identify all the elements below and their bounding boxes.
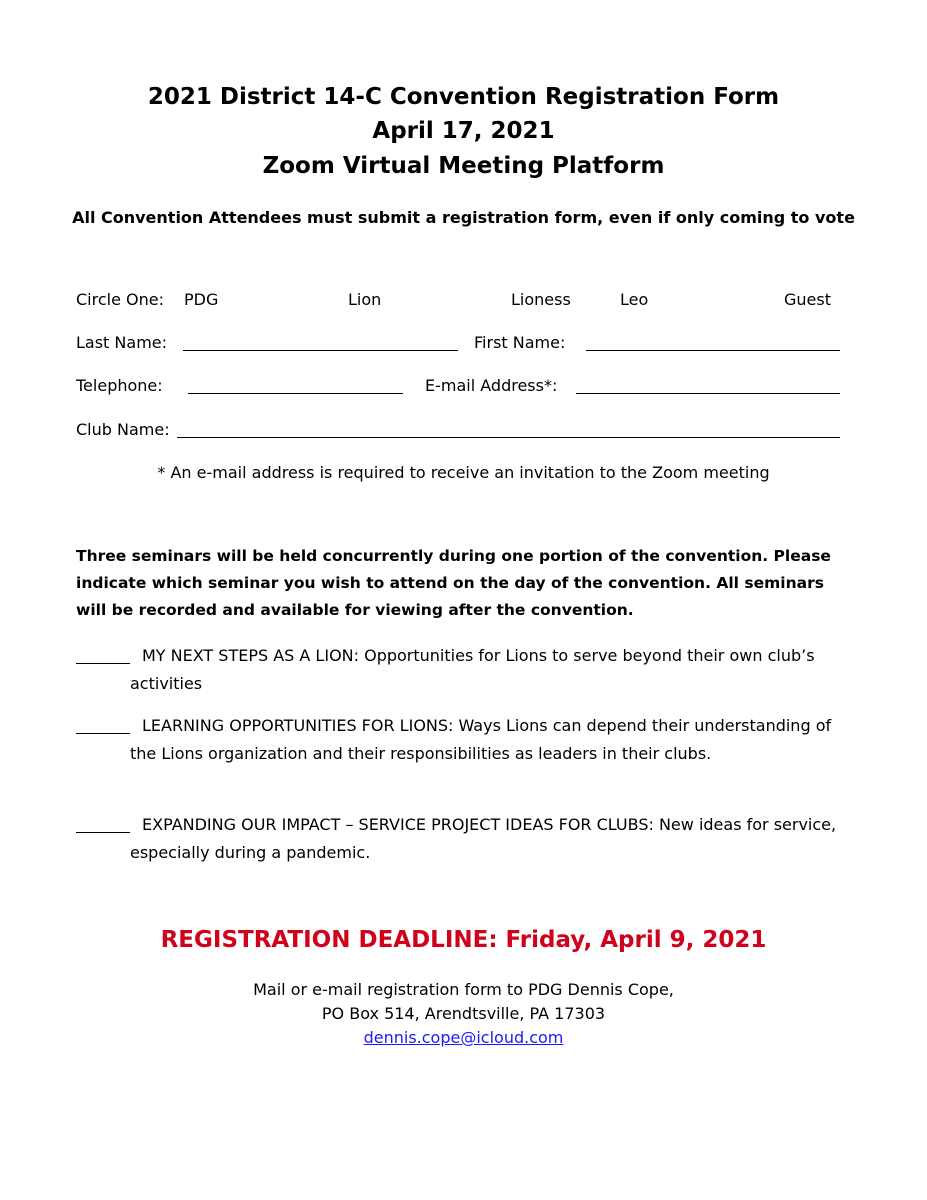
first-name-label: First Name: <box>474 333 566 352</box>
seminar-option <box>76 642 851 697</box>
contact-email-link[interactable]: dennis.cope@icloud.com <box>363 1028 564 1047</box>
club-name-label: Club Name: <box>76 420 170 439</box>
seminar-text: LEARNING OPPORTUNITIES FOR LIONS: Ways Lions can depend their understanding of the Lions organization and their responsibilities as leaders in their clubs. <box>130 716 832 763</box>
option-pdg[interactable]: PDG <box>184 290 219 309</box>
email-field[interactable] <box>576 393 840 394</box>
circle-one-label: Circle One: <box>76 290 164 309</box>
option-lioness[interactable]: Lioness <box>511 290 571 309</box>
seminar-blank-3[interactable] <box>76 811 130 833</box>
seminar-blank-2[interactable] <box>76 712 130 734</box>
option-lion[interactable]: Lion <box>348 290 382 309</box>
event-platform: Zoom Virtual Meeting Platform <box>262 153 665 179</box>
seminar-option <box>76 712 851 767</box>
telephone-field[interactable] <box>188 393 403 394</box>
seminar-blank-1[interactable] <box>76 642 130 664</box>
club-name-field[interactable] <box>177 437 840 438</box>
name-row <box>76 331 841 355</box>
seminar-option <box>76 811 851 866</box>
registration-deadline: REGISTRATION DEADLINE: Friday, April 9, 2021 <box>160 927 767 953</box>
seminar-text: EXPANDING OUR IMPACT – SERVICE PROJECT IDEAS FOR CLUBS: New ideas for service, especially during a pandemic. <box>130 815 837 862</box>
attendee-notice: All Convention Attendees must submit a registration form, even if only coming to vote <box>72 208 855 227</box>
seminar-text: MY NEXT STEPS AS A LION: Opportunities for Lions to serve beyond their own club’s activities <box>130 646 815 693</box>
email-required-note: * An e-mail address is required to receive an invitation to the Zoom meeting <box>157 463 770 482</box>
option-guest[interactable]: Guest <box>784 290 831 309</box>
form-title: 2021 District 14-C Convention Registration Form <box>147 84 780 110</box>
telephone-label: Telephone: <box>76 376 163 395</box>
contact-row <box>76 374 841 398</box>
email-label: E-mail Address*: <box>425 376 558 395</box>
contact-line-1: Mail or e-mail registration form to PDG Dennis Cope, <box>253 980 674 999</box>
event-date: April 17, 2021 <box>372 118 555 144</box>
contact-email-line <box>0 1026 927 1050</box>
first-name-field[interactable] <box>586 350 840 351</box>
contact-address: PO Box 514, Arendtsville, PA 17303 <box>321 1004 606 1023</box>
last-name-label: Last Name: <box>76 333 168 352</box>
option-leo[interactable]: Leo <box>620 290 649 309</box>
club-row <box>76 418 841 442</box>
last-name-field[interactable] <box>183 350 458 351</box>
seminar-intro: Three seminars will be held concurrently during one portion of the convention. Please indicate which seminar you wish to attend on the day of the convention. All seminars will be recorded and available for viewing after the convention. <box>76 547 831 619</box>
circle-one-row <box>76 288 841 312</box>
